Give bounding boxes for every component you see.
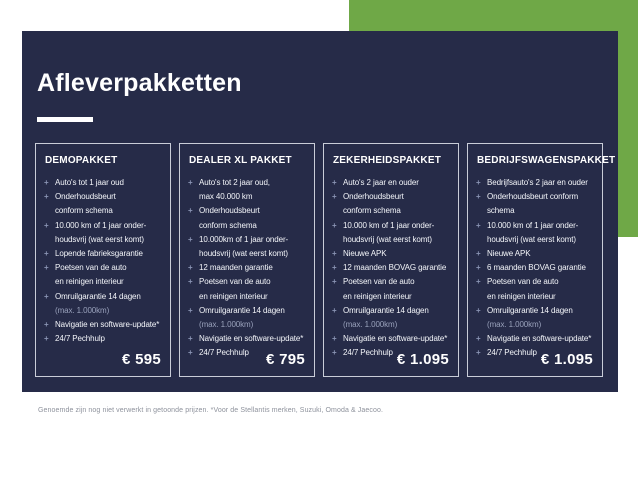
footnote: Genoemde zijn nog niet verwerkt in getoonde prijzen. *Voor de Stellantis merken, Suzuki, Omoda & Jaecoo.: [38, 407, 384, 414]
plus-bullet-icon: +: [188, 206, 193, 216]
plus-bullet-icon: +: [44, 263, 49, 273]
package-item-line: 24/7 Pechhulp: [199, 348, 249, 358]
package-item-line: Omruilgarantie 14 dagen: [199, 305, 285, 315]
package-item-line: (max. 1.000km): [199, 320, 254, 330]
package-item: [188, 204, 306, 232]
package-item-line: 10.000 km of 1 jaar onder-: [55, 220, 147, 230]
package-card: [323, 143, 459, 377]
plus-bullet-icon: +: [188, 263, 193, 273]
package-item-line: Onderhoudsbeurt: [343, 192, 404, 202]
package-item-list: [44, 176, 162, 346]
package-item-line: houdsvrij (wat eerst komt): [55, 234, 144, 244]
plus-bullet-icon: +: [188, 178, 193, 187]
plus-bullet-icon: +: [476, 249, 481, 259]
package-item-line: Omruilgarantie 14 dagen: [487, 305, 573, 315]
package-item-line: Poetsen van de auto: [55, 263, 127, 273]
plus-bullet-icon: +: [44, 192, 49, 202]
plus-bullet-icon: +: [188, 348, 193, 358]
package-item-list: [188, 176, 306, 361]
package-item: [476, 275, 594, 303]
package-name: DEMOPAKKET: [45, 155, 118, 166]
package-card: [179, 143, 315, 377]
package-item-line: houdsvrij (wat eerst komt): [199, 249, 288, 259]
plus-bullet-icon: +: [476, 277, 481, 287]
plus-bullet-icon: +: [476, 263, 481, 273]
package-item-line: houdsvrij (wat eerst komt): [343, 234, 432, 244]
package-item-line: Navigatie en software-update*: [487, 334, 592, 344]
package-item-line: en reinigen interieur: [199, 291, 268, 301]
plus-bullet-icon: +: [332, 305, 337, 315]
plus-bullet-icon: +: [332, 348, 337, 358]
package-item: [476, 176, 594, 190]
package-item: [476, 332, 594, 346]
plus-bullet-icon: +: [476, 348, 481, 358]
plus-bullet-icon: +: [44, 178, 49, 187]
plus-bullet-icon: +: [44, 334, 49, 344]
package-item-line: max 40.000 km: [199, 192, 253, 202]
plus-bullet-icon: +: [332, 249, 337, 259]
package-item-line: 12 maanden BOVAG garantie: [343, 263, 447, 273]
package-item: [188, 261, 306, 275]
package-item-line: 10.000 km of 1 jaar onder-: [343, 220, 435, 230]
package-item: [188, 233, 306, 261]
plus-bullet-icon: +: [332, 192, 337, 202]
package-item-line: 24/7 Pechhulp: [487, 348, 537, 358]
package-item-list: [476, 176, 594, 361]
package-item: [188, 332, 306, 346]
plus-bullet-icon: +: [188, 234, 193, 244]
package-item-line: Lopende fabrieksgarantie: [55, 249, 143, 259]
package-item-line: Navigatie en software-update*: [55, 320, 160, 330]
package-item: [332, 176, 450, 190]
package-item: [44, 176, 162, 190]
package-item-line: en reinigen interieur: [55, 277, 124, 287]
plus-bullet-icon: +: [332, 277, 337, 287]
plus-bullet-icon: +: [44, 291, 49, 301]
package-item-line: Omruilgarantie 14 dagen: [343, 305, 429, 315]
title-underline: [37, 117, 93, 122]
package-item: [44, 190, 162, 218]
slide-title: Afleverpakketten: [37, 69, 242, 97]
plus-bullet-icon: +: [332, 263, 337, 273]
package-name: DEALER XL PAKKET: [189, 155, 292, 166]
plus-bullet-icon: +: [44, 220, 49, 230]
package-item-line: Onderhoudsbeurt: [55, 192, 116, 202]
package-name: BEDRIJFSWAGENSPAKKET: [477, 155, 616, 166]
package-price: € 1.095: [540, 351, 593, 368]
package-item: [332, 219, 450, 247]
plus-bullet-icon: +: [332, 334, 337, 344]
plus-bullet-icon: +: [44, 249, 49, 259]
package-item-line: Nieuwe APK: [343, 249, 387, 259]
package-item-line: en reinigen interieur: [487, 291, 556, 301]
plus-bullet-icon: +: [188, 277, 193, 287]
package-item: [476, 190, 594, 218]
package-item-line: Onderhoudsbeurt conform: [487, 192, 579, 202]
package-item-line: Navigatie en software-update*: [343, 334, 448, 344]
plus-bullet-icon: +: [188, 305, 193, 315]
package-item-line: 10.000km of 1 jaar onder-: [199, 234, 289, 244]
package-item: [476, 247, 594, 261]
package-item: [476, 219, 594, 247]
package-item: [44, 318, 162, 332]
package-item-line: Auto's tot 1 jaar oud: [55, 178, 124, 187]
package-item: [332, 304, 450, 332]
package-item-line: Auto's 2 jaar en ouder: [343, 178, 419, 187]
package-item-line: 10.000 km of 1 jaar onder-: [487, 220, 579, 230]
package-item-line: Omruilgarantie 14 dagen: [55, 291, 141, 301]
package-item: [332, 275, 450, 303]
package-item-line: Onderhoudsbeurt: [199, 206, 260, 216]
package-item: [44, 290, 162, 318]
package-item-line: Auto's tot 2 jaar oud,: [199, 178, 270, 187]
package-item: [332, 190, 450, 218]
package-item-line: (max. 1.000km): [343, 320, 398, 330]
package-item-line: (max. 1.000km): [487, 320, 542, 330]
slide-canvas: [22, 31, 618, 392]
package-cards-row: [35, 143, 616, 377]
package-item-line: 6 maanden BOVAG garantie: [487, 263, 586, 273]
package-card: [35, 143, 171, 377]
package-price: € 1.095: [396, 351, 449, 368]
package-item-line: Nieuwe APK: [487, 249, 531, 259]
package-item-list: [332, 176, 450, 361]
package-item-line: houdsvrij (wat eerst komt): [487, 234, 576, 244]
package-item: [44, 261, 162, 289]
package-item: [188, 176, 306, 204]
plus-bullet-icon: +: [332, 178, 337, 187]
package-item-line: Bedrijfsauto's 2 jaar en ouder: [487, 178, 588, 187]
plus-bullet-icon: +: [44, 320, 49, 330]
package-item-line: Navigatie en software-update*: [199, 334, 304, 344]
package-item-line: conform schema: [343, 206, 401, 216]
package-price: € 595: [121, 351, 161, 368]
package-item: [188, 304, 306, 332]
package-item: [332, 261, 450, 275]
package-item: [44, 219, 162, 247]
package-item: [188, 275, 306, 303]
package-item-line: conform schema: [55, 206, 113, 216]
plus-bullet-icon: +: [332, 220, 337, 230]
package-item-line: Poetsen van de auto: [199, 277, 271, 287]
package-item-line: conform schema: [199, 220, 257, 230]
package-item-line: 12 maanden garantie: [199, 263, 273, 273]
package-item-line: schema: [487, 206, 515, 216]
plus-bullet-icon: +: [476, 192, 481, 202]
plus-bullet-icon: +: [476, 334, 481, 344]
package-card: [467, 143, 616, 377]
plus-bullet-icon: +: [476, 305, 481, 315]
package-item: [332, 332, 450, 346]
package-item: [476, 304, 594, 332]
plus-bullet-icon: +: [188, 334, 193, 344]
package-item-line: Poetsen van de auto: [343, 277, 415, 287]
package-item: [44, 332, 162, 346]
package-item: [332, 247, 450, 261]
package-item-line: 24/7 Pechhulp: [343, 348, 393, 358]
package-item-line: (max. 1.000km): [55, 305, 110, 315]
package-item-line: 24/7 Pechhulp: [55, 334, 105, 344]
package-name: ZEKERHEIDSPAKKET: [333, 155, 442, 166]
package-item-line: Poetsen van de auto: [487, 277, 559, 287]
package-item-line: en reinigen interieur: [343, 291, 412, 301]
plus-bullet-icon: +: [476, 220, 481, 230]
package-item: [476, 261, 594, 275]
package-price: € 795: [265, 351, 305, 368]
package-item: [44, 247, 162, 261]
plus-bullet-icon: +: [476, 178, 481, 187]
